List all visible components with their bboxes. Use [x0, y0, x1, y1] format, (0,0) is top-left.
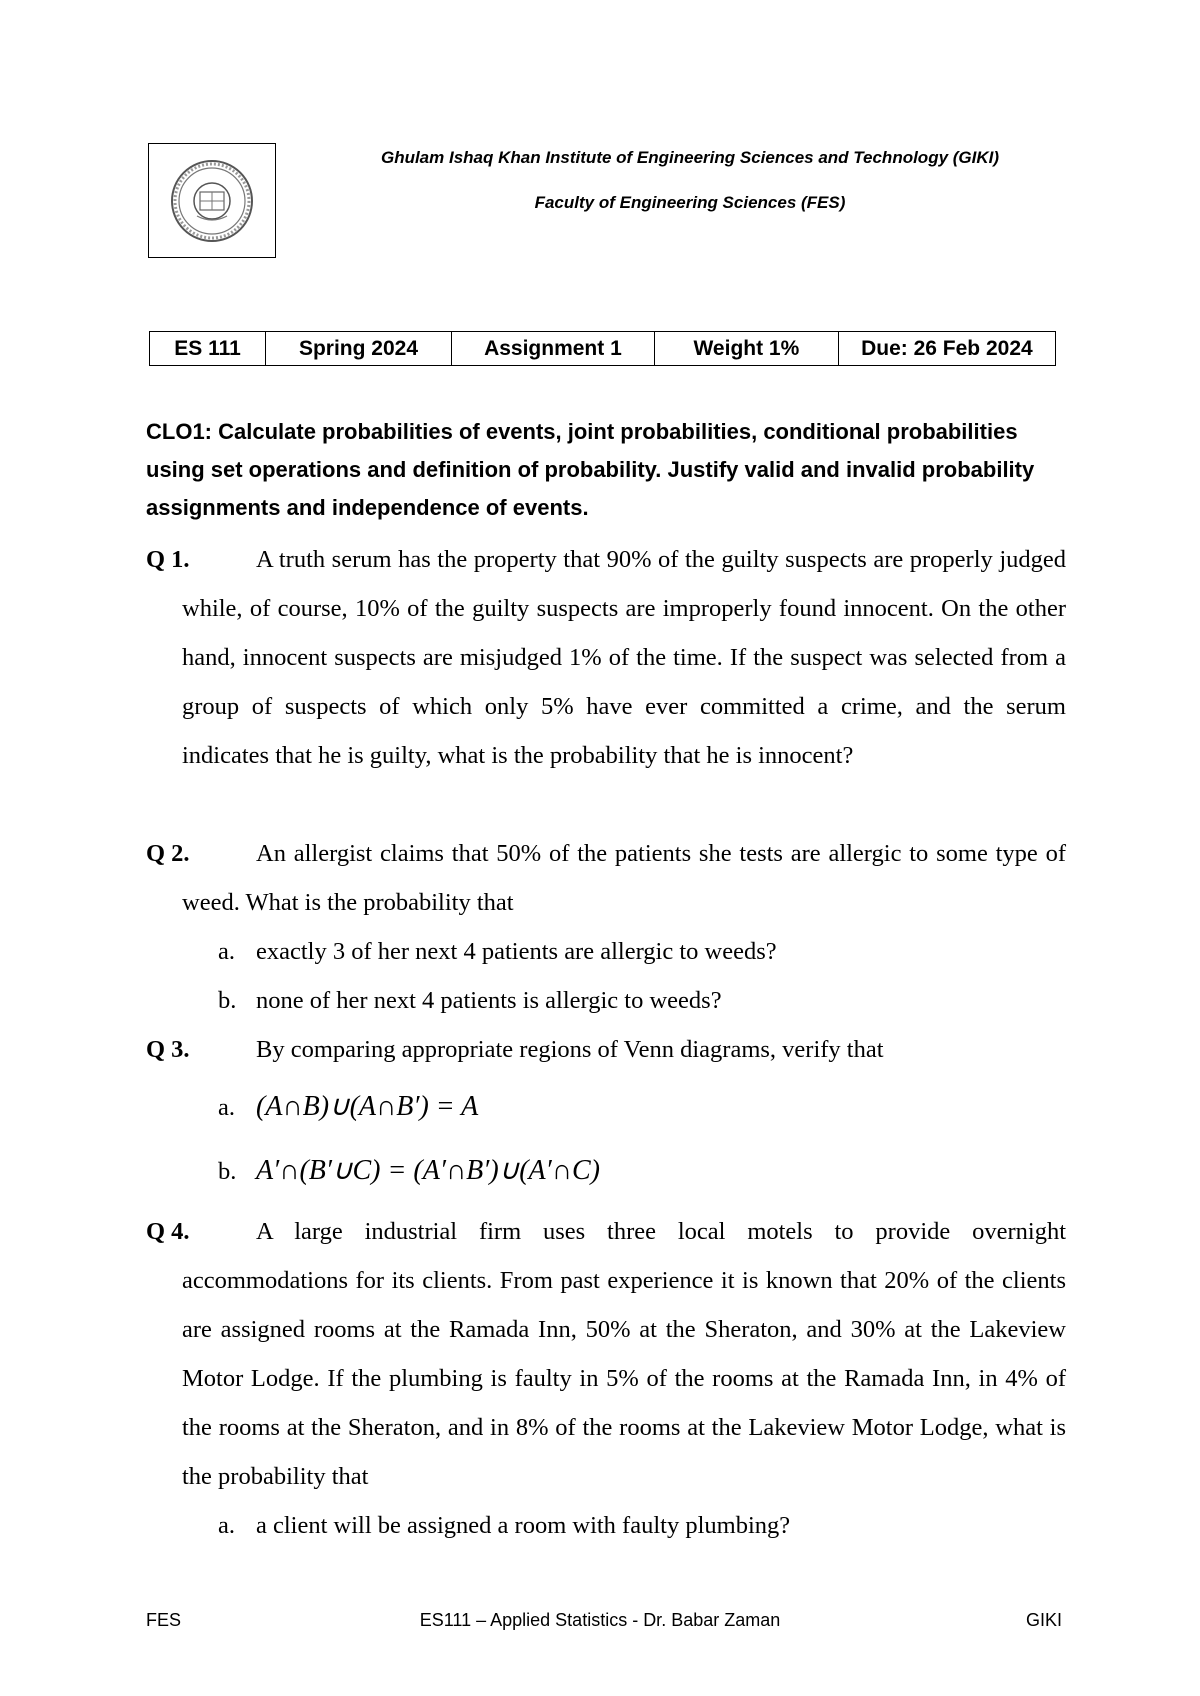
question-3a: [218, 1082, 1058, 1132]
question-1-number: Q 1.: [146, 546, 190, 573]
question-3b-equation: A′∩(B′∪C) = (A′∩B′)∪(A′∩C): [256, 1155, 600, 1186]
footer-left: FES: [146, 1610, 182, 1630]
question-2b-label: b.: [218, 987, 237, 1014]
question-2: [146, 829, 1066, 927]
question-3a-equation: (A∩B)∪(A∩B′) = A: [256, 1091, 479, 1122]
institute-logo-frame: [148, 143, 276, 258]
institute-seal-icon: [167, 156, 257, 246]
question-3-text: By comparing appropriate regions of Venn diagrams, verify that: [256, 1036, 884, 1063]
semester-cell: Spring 2024: [266, 332, 452, 366]
course-learning-outcome: CLO1: Calculate probabilities of events, joint probabilities, conditional probabilities using set operations and definition of probability. Justify valid and invalid probability assignments and independence of events.: [146, 419, 1035, 520]
footer-right: GIKI: [1025, 1610, 1062, 1630]
due-date-cell: Due: 26 Feb 2024: [838, 332, 1055, 366]
assignment-cell: Assignment 1: [451, 332, 654, 366]
question-4a-label: a.: [218, 1512, 235, 1539]
question-4a: [218, 1501, 1058, 1550]
question-3: [146, 1025, 1066, 1074]
faculty-name: Faculty of Engineering Sciences (FES): [534, 193, 846, 212]
question-4a-text: a client will be assigned a room with faulty plumbing?: [256, 1512, 791, 1539]
question-3b-label: b.: [218, 1158, 237, 1185]
question-4: [146, 1207, 1066, 1501]
question-1-text: A truth serum has the property that 90% of the guilty suspects are properly judged while, of course, 10% of the guilty suspects are improperly found innocent. On the other hand, innocent suspects are misjudged 1% of the time. If the suspect was selected from a group of suspects of which only 5% have ever committed a crime, and the serum indicates that he is guilty, what is the probability that he is innocent?: [182, 546, 1066, 769]
course-info-table: [149, 331, 1056, 366]
question-4-text: A large industrial firm uses three local motels to provide overnight accommodations for its clients. From past experience it is known that 20% of the clients are assigned rooms at the Ramada Inn, 50% at the Sheraton, and 30% at the Lakeview Motor Lodge. If the plumbing is faulty in 5% of the rooms at the Ramada Inn, in 4% of the rooms at the Sheraton, and in 8% of the rooms at the Lakeview Motor Lodge, what is the probability that: [182, 1218, 1066, 1490]
question-2-number: Q 2.: [146, 840, 190, 867]
question-2-text: An allergist claims that 50% of the patients she tests are allergic to some type of weed. What is the probability that: [182, 840, 1066, 916]
question-3-number: Q 3.: [146, 1036, 190, 1063]
question-4-number: Q 4.: [146, 1218, 190, 1245]
question-2a-text: exactly 3 of her next 4 patients are allergic to weeds?: [256, 938, 777, 965]
footer-center: ES111 – Applied Statistics - Dr. Babar Zaman: [419, 1610, 781, 1630]
course-code-cell: ES 111: [150, 332, 266, 366]
question-1: [146, 535, 1066, 780]
question-2b-text: none of her next 4 patients is allergic to weeds?: [256, 987, 722, 1014]
question-2b: [218, 976, 1058, 1025]
course-info-row: [150, 332, 1056, 366]
question-3a-label: a.: [218, 1094, 235, 1121]
institute-name: Ghulam Ishaq Khan Institute of Engineering Sciences and Technology (GIKI): [380, 148, 1000, 167]
question-2a: [218, 927, 1058, 976]
weight-cell: Weight 1%: [654, 332, 838, 366]
question-3b: [218, 1146, 1058, 1196]
question-2a-label: a.: [218, 938, 235, 965]
